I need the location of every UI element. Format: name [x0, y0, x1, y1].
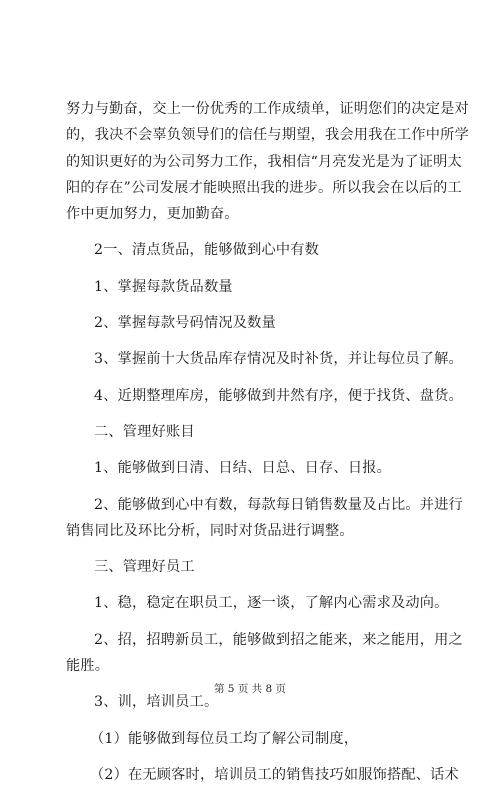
list-item: 1、掌握每款货品数量	[94, 278, 233, 295]
text-line: 的，我决不会辜负领导们的信任与期望，我会用我在工作中所学	[66, 127, 469, 144]
list-item: 1、能够做到日清、日结、日总、日存、日报。	[94, 460, 391, 477]
sub-list-item: （2）在无顾客时，培训员工的销售技巧如服饰搭配、话术	[90, 766, 459, 783]
list-item-multiline	[66, 627, 463, 680]
sub-list-item: （1）能够做到每位员工均了解公司制度，	[90, 730, 359, 747]
text-line: 2、能够做到心中有数，每款每日销售数量及占比。并进行	[94, 496, 463, 513]
list-item: 2、掌握每款号码情况及数量	[94, 315, 276, 332]
section-heading-staff: 三、管理好员工	[94, 559, 195, 576]
list-item-multiline	[66, 492, 463, 545]
section-heading-inventory: 2一、清点货品，能够做到心中有数	[94, 242, 320, 259]
text-line: 销售同比及环比分析，同时对货品进行调整。	[66, 522, 354, 539]
list-item: 1、稳，稳定在职员工，逐一谈，了解内心需求及动向。	[94, 595, 449, 612]
text-line: 努力与勤奋，交上一份优秀的工作成绩单，证明您们的决定是对	[66, 101, 469, 117]
text-line: 阳的存在”公司发展才能映照出我的进步。所以我会在以后的工	[66, 179, 462, 196]
text-line: 作中更加努力，更加勤奋。	[66, 206, 239, 223]
list-item: 4、近期整理库房，能够做到井然有序，便于找货、盘货。	[94, 387, 463, 404]
section-heading-accounts: 二、管理好账目	[94, 423, 195, 440]
page-number-footer: 第 5 页 共 8 页	[213, 683, 287, 695]
text-line: 能胜。	[66, 658, 110, 675]
list-item: 3、训，培训员工。	[94, 694, 219, 711]
text-line: 的知识更好的为公司努力工作，我相信“月亮发光是为了证明太	[66, 153, 462, 170]
list-item: 3、掌握前十大货品库存情况及时补货，并让每位员了解。	[94, 351, 463, 368]
paragraph-intro	[66, 96, 469, 227]
text-line: 2、招，招聘新员工，能够做到招之能来，来之能用，用之	[94, 631, 463, 648]
